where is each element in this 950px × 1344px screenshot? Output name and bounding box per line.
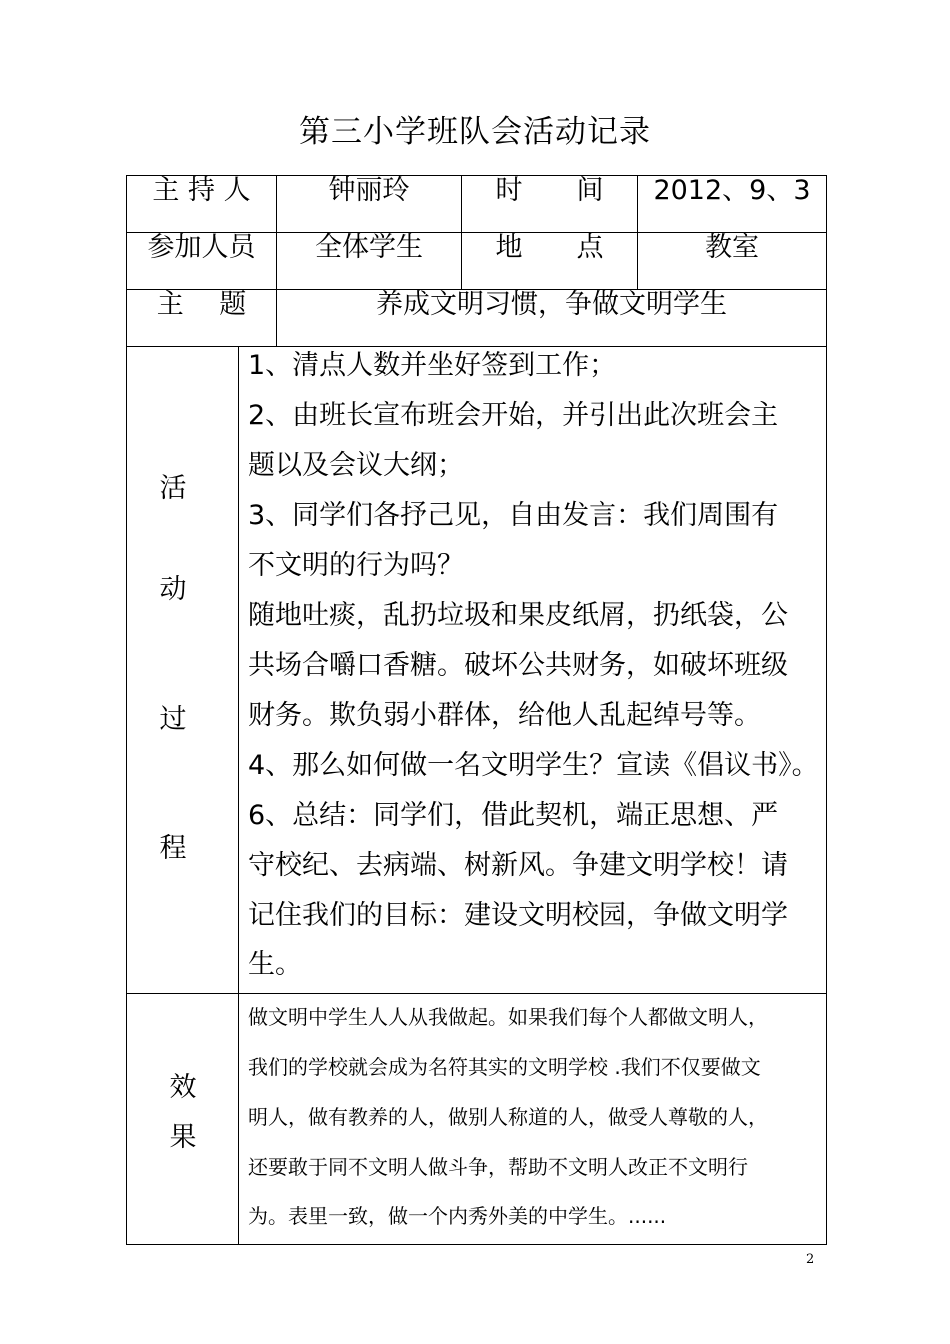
table-border-left <box>126 175 127 1245</box>
participants-label: 参加人员 <box>147 232 256 263</box>
table-border-bottom <box>126 1244 827 1245</box>
process-line: 共场合嚼口香糖。破坏公共财务，如破坏班级 <box>248 650 788 681</box>
effect-line: 明人，做有教养的人，做别人称道的人，做受人尊敬的人， <box>248 1105 768 1129</box>
effect-line: 为。表里一致，做一个内秀外美的中学生。...... <box>248 1204 667 1228</box>
process-line: 4、那么如何做一名文明学生？宣读《倡议书》。 <box>248 750 819 781</box>
effect-label-char: 果 <box>169 1122 197 1153</box>
process-line: 财务。欺负弱小群体，给他人乱起绰号等。 <box>248 700 761 731</box>
process-line: 记住我们的目标：建设文明校园，争做文明学 <box>248 900 788 931</box>
time-label: 时 间 <box>495 175 604 206</box>
host-label: 主 持 人 <box>152 175 251 206</box>
col-divider <box>238 346 239 1245</box>
theme-label: 主 题 <box>156 289 247 320</box>
process-line: 题以及会议大纲； <box>248 450 464 481</box>
row-divider <box>126 993 827 994</box>
effect-line: 我们的学校就会成为名符其实的文明学校 .我们不仅要做文 <box>248 1055 761 1079</box>
process-line: 1、清点人数并坐好签到工作； <box>248 350 617 381</box>
place-value: 教室 <box>705 232 759 263</box>
process-label-char: 过 <box>159 704 187 735</box>
process-line: 随地吐痰，乱扔垃圾和果皮纸屑，扔纸袋，公 <box>248 600 788 631</box>
process-label-char: 程 <box>159 833 187 864</box>
participants-value: 全体学生 <box>315 232 423 263</box>
process-line: 2、由班长宣布班会开始，并引出此次班会主 <box>248 400 779 431</box>
process-label-char: 活 <box>159 473 187 504</box>
effect-line: 还要敢于同不文明人做斗争，帮助不文明人改正不文明行 <box>248 1155 748 1179</box>
process-line: 生。 <box>248 949 302 980</box>
time-value: 2012、9、3 <box>653 175 811 206</box>
host-value: 钟丽玲 <box>328 175 410 206</box>
effect-line: 做文明中学生人人从我做起。如果我们每个人都做文明人， <box>248 1005 768 1029</box>
table-border-right <box>826 175 827 1245</box>
page-number: 2 <box>806 1252 815 1267</box>
process-line: 不文明的行为吗？ <box>248 550 464 581</box>
place-label: 地 点 <box>495 232 604 263</box>
process-label-char: 动 <box>159 574 187 605</box>
theme-value: 养成文明习惯，争做文明学生 <box>376 289 727 320</box>
process-line: 3、同学们各抒己见，自由发言：我们周围有 <box>248 500 779 531</box>
process-line: 6、总结：同学们，借此契机，端正思想、严 <box>248 800 779 831</box>
process-line: 守校纪、去病端、树新风。争建文明学校！请 <box>248 850 788 881</box>
page-title: 第三小学班队会活动记录 <box>299 114 651 150</box>
effect-label-char: 效 <box>169 1072 197 1103</box>
